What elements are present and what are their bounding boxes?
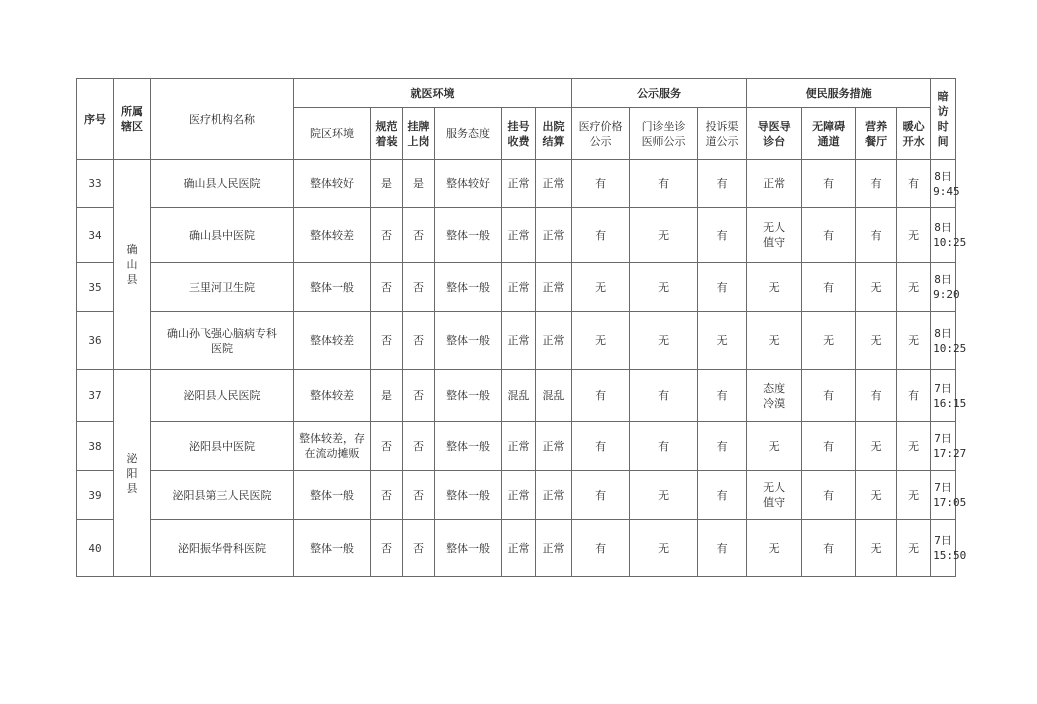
header-group-public-service: 公示服务 xyxy=(572,79,747,108)
price-disclosure: 有 xyxy=(572,471,630,520)
header-guide-desk: 导医导 诊台 xyxy=(747,108,802,160)
institution-name: 泌阳县中医院 xyxy=(151,422,294,471)
barrier-free-passage: 有 xyxy=(802,471,856,520)
service-attitude: 整体一般 xyxy=(435,263,502,312)
guide-desk: 无 xyxy=(747,263,802,312)
service-attitude: 整体一般 xyxy=(435,422,502,471)
badge-on-duty: 否 xyxy=(403,312,435,370)
visit-time: 7日 17:27 xyxy=(931,422,956,471)
discharge-settlement: 混乱 xyxy=(536,370,572,422)
registration-fee: 正常 xyxy=(502,208,536,263)
campus-environment: 整体较差 xyxy=(294,370,371,422)
dress-code: 否 xyxy=(371,471,403,520)
doctor-disclosure: 无 xyxy=(630,520,698,577)
row-seq: 35 xyxy=(77,263,114,312)
nutrition-canteen: 有 xyxy=(856,160,897,208)
doctor-disclosure: 有 xyxy=(630,422,698,471)
discharge-settlement: 正常 xyxy=(536,160,572,208)
row-seq: 39 xyxy=(77,471,114,520)
registration-fee: 正常 xyxy=(502,422,536,471)
nutrition-canteen: 无 xyxy=(856,471,897,520)
nutrition-canteen: 有 xyxy=(856,208,897,263)
visit-time: 8日 9:45 xyxy=(931,160,956,208)
header-institution: 医疗机构名称 xyxy=(151,79,294,160)
table-row xyxy=(77,208,956,263)
discharge-settlement: 正常 xyxy=(536,208,572,263)
complaint-channel: 有 xyxy=(698,208,747,263)
table-row xyxy=(77,520,956,577)
header-dress-code: 规范 着装 xyxy=(371,108,403,160)
visit-time: 8日 10:25 xyxy=(931,312,956,370)
nutrition-canteen: 无 xyxy=(856,263,897,312)
header-campus-environment: 院区环境 xyxy=(294,108,371,160)
campus-environment: 整体较好 xyxy=(294,160,371,208)
complaint-channel: 有 xyxy=(698,370,747,422)
dress-code: 否 xyxy=(371,208,403,263)
header-price-disclosure: 医疗价格 公示 xyxy=(572,108,630,160)
header-district: 所属 辖区 xyxy=(114,79,151,160)
visit-time: 7日 15:50 xyxy=(931,520,956,577)
row-seq: 34 xyxy=(77,208,114,263)
county-cell-queshan: 确 山 县 xyxy=(114,160,151,370)
guide-desk: 无 xyxy=(747,520,802,577)
price-disclosure: 有 xyxy=(572,370,630,422)
price-disclosure: 有 xyxy=(572,520,630,577)
institution-name: 确山县中医院 xyxy=(151,208,294,263)
complaint-channel: 有 xyxy=(698,160,747,208)
guide-desk: 无 xyxy=(747,422,802,471)
table-row xyxy=(77,471,956,520)
complaint-channel: 有 xyxy=(698,422,747,471)
campus-environment: 整体一般 xyxy=(294,471,371,520)
table-row xyxy=(77,422,956,471)
barrier-free-passage: 有 xyxy=(802,520,856,577)
nutrition-canteen: 无 xyxy=(856,520,897,577)
registration-fee: 正常 xyxy=(502,520,536,577)
hot-water: 有 xyxy=(897,160,931,208)
campus-environment: 整体一般 xyxy=(294,263,371,312)
visit-time: 7日 16:15 xyxy=(931,370,956,422)
hot-water: 无 xyxy=(897,312,931,370)
doctor-disclosure: 无 xyxy=(630,471,698,520)
header-service-attitude: 服务态度 xyxy=(435,108,502,160)
table-row xyxy=(77,370,956,422)
barrier-free-passage: 有 xyxy=(802,370,856,422)
price-disclosure: 无 xyxy=(572,312,630,370)
institution-name: 泌阳振华骨科医院 xyxy=(151,520,294,577)
service-attitude: 整体一般 xyxy=(435,312,502,370)
inspection-table xyxy=(76,78,967,577)
dress-code: 否 xyxy=(371,520,403,577)
row-seq: 37 xyxy=(77,370,114,422)
hot-water: 无 xyxy=(897,263,931,312)
price-disclosure: 有 xyxy=(572,208,630,263)
row-seq: 38 xyxy=(77,422,114,471)
complaint-channel: 有 xyxy=(698,471,747,520)
badge-on-duty: 否 xyxy=(403,520,435,577)
dress-code: 是 xyxy=(371,160,403,208)
header-hot-water: 暖心 开水 xyxy=(897,108,931,160)
discharge-settlement: 正常 xyxy=(536,422,572,471)
barrier-free-passage: 有 xyxy=(802,422,856,471)
row-seq: 33 xyxy=(77,160,114,208)
price-disclosure: 有 xyxy=(572,422,630,471)
discharge-settlement: 正常 xyxy=(536,312,572,370)
visit-time: 7日 17:05 xyxy=(931,471,956,520)
campus-environment: 整体较差，存 在流动摊贩 xyxy=(294,422,371,471)
guide-desk: 无人 值守 xyxy=(747,471,802,520)
complaint-channel: 有 xyxy=(698,520,747,577)
header-group-environment: 就医环境 xyxy=(294,79,572,108)
service-attitude: 整体一般 xyxy=(435,208,502,263)
institution-name: 确山孙飞强心脑病专科 医院 xyxy=(151,312,294,370)
registration-fee: 正常 xyxy=(502,263,536,312)
doctor-disclosure: 有 xyxy=(630,370,698,422)
registration-fee: 正常 xyxy=(502,471,536,520)
header-complaint-channel: 投诉渠 道公示 xyxy=(698,108,747,160)
complaint-channel: 有 xyxy=(698,263,747,312)
inspection-report-sheet xyxy=(76,78,967,577)
dress-code: 否 xyxy=(371,422,403,471)
badge-on-duty: 否 xyxy=(403,208,435,263)
guide-desk: 无 xyxy=(747,312,802,370)
guide-desk: 无人 值守 xyxy=(747,208,802,263)
header-row-groups xyxy=(77,79,956,108)
barrier-free-passage: 有 xyxy=(802,208,856,263)
nutrition-canteen: 无 xyxy=(856,422,897,471)
visit-time: 8日 10:25 xyxy=(931,208,956,263)
header-doctor-disclosure: 门诊坐诊 医师公示 xyxy=(630,108,698,160)
badge-on-duty: 否 xyxy=(403,422,435,471)
guide-desk: 态度 冷漠 xyxy=(747,370,802,422)
campus-environment: 整体一般 xyxy=(294,520,371,577)
hot-water: 无 xyxy=(897,471,931,520)
service-attitude: 整体一般 xyxy=(435,471,502,520)
service-attitude: 整体一般 xyxy=(435,520,502,577)
registration-fee: 正常 xyxy=(502,312,536,370)
hot-water: 有 xyxy=(897,370,931,422)
service-attitude: 整体一般 xyxy=(435,370,502,422)
discharge-settlement: 正常 xyxy=(536,471,572,520)
table-row xyxy=(77,312,956,370)
header-seq: 序号 xyxy=(77,79,114,160)
registration-fee: 正常 xyxy=(502,160,536,208)
visit-time: 8日 9:20 xyxy=(931,263,956,312)
table-row xyxy=(77,160,956,208)
badge-on-duty: 否 xyxy=(403,263,435,312)
nutrition-canteen: 有 xyxy=(856,370,897,422)
row-seq: 40 xyxy=(77,520,114,577)
badge-on-duty: 否 xyxy=(403,370,435,422)
discharge-settlement: 正常 xyxy=(536,520,572,577)
header-visit-time: 暗访 时间 xyxy=(931,79,956,160)
campus-environment: 整体较差 xyxy=(294,208,371,263)
barrier-free-passage: 无 xyxy=(802,312,856,370)
dress-code: 否 xyxy=(371,312,403,370)
service-attitude: 整体较好 xyxy=(435,160,502,208)
dress-code: 是 xyxy=(371,370,403,422)
nutrition-canteen: 无 xyxy=(856,312,897,370)
county-cell-biyang: 泌 阳 县 xyxy=(114,370,151,577)
header-discharge-settlement: 出院 结算 xyxy=(536,108,572,160)
registration-fee: 混乱 xyxy=(502,370,536,422)
doctor-disclosure: 无 xyxy=(630,208,698,263)
campus-environment: 整体较差 xyxy=(294,312,371,370)
price-disclosure: 有 xyxy=(572,160,630,208)
header-nutrition-canteen: 营养 餐厅 xyxy=(856,108,897,160)
row-seq: 36 xyxy=(77,312,114,370)
hot-water: 无 xyxy=(897,422,931,471)
header-badge-on-duty: 挂牌 上岗 xyxy=(403,108,435,160)
institution-name: 泌阳县人民医院 xyxy=(151,370,294,422)
hot-water: 无 xyxy=(897,520,931,577)
table-row xyxy=(77,263,956,312)
header-barrier-free-passage: 无障碍 通道 xyxy=(802,108,856,160)
institution-name: 确山县人民医院 xyxy=(151,160,294,208)
header-group-convenience: 便民服务措施 xyxy=(747,79,931,108)
complaint-channel: 无 xyxy=(698,312,747,370)
doctor-disclosure: 有 xyxy=(630,160,698,208)
doctor-disclosure: 无 xyxy=(630,263,698,312)
hot-water: 无 xyxy=(897,208,931,263)
guide-desk: 正常 xyxy=(747,160,802,208)
badge-on-duty: 否 xyxy=(403,471,435,520)
price-disclosure: 无 xyxy=(572,263,630,312)
badge-on-duty: 是 xyxy=(403,160,435,208)
barrier-free-passage: 有 xyxy=(802,160,856,208)
header-registration-fee: 挂号 收费 xyxy=(502,108,536,160)
institution-name: 泌阳县第三人民医院 xyxy=(151,471,294,520)
dress-code: 否 xyxy=(371,263,403,312)
institution-name: 三里河卫生院 xyxy=(151,263,294,312)
doctor-disclosure: 无 xyxy=(630,312,698,370)
barrier-free-passage: 有 xyxy=(802,263,856,312)
discharge-settlement: 正常 xyxy=(536,263,572,312)
